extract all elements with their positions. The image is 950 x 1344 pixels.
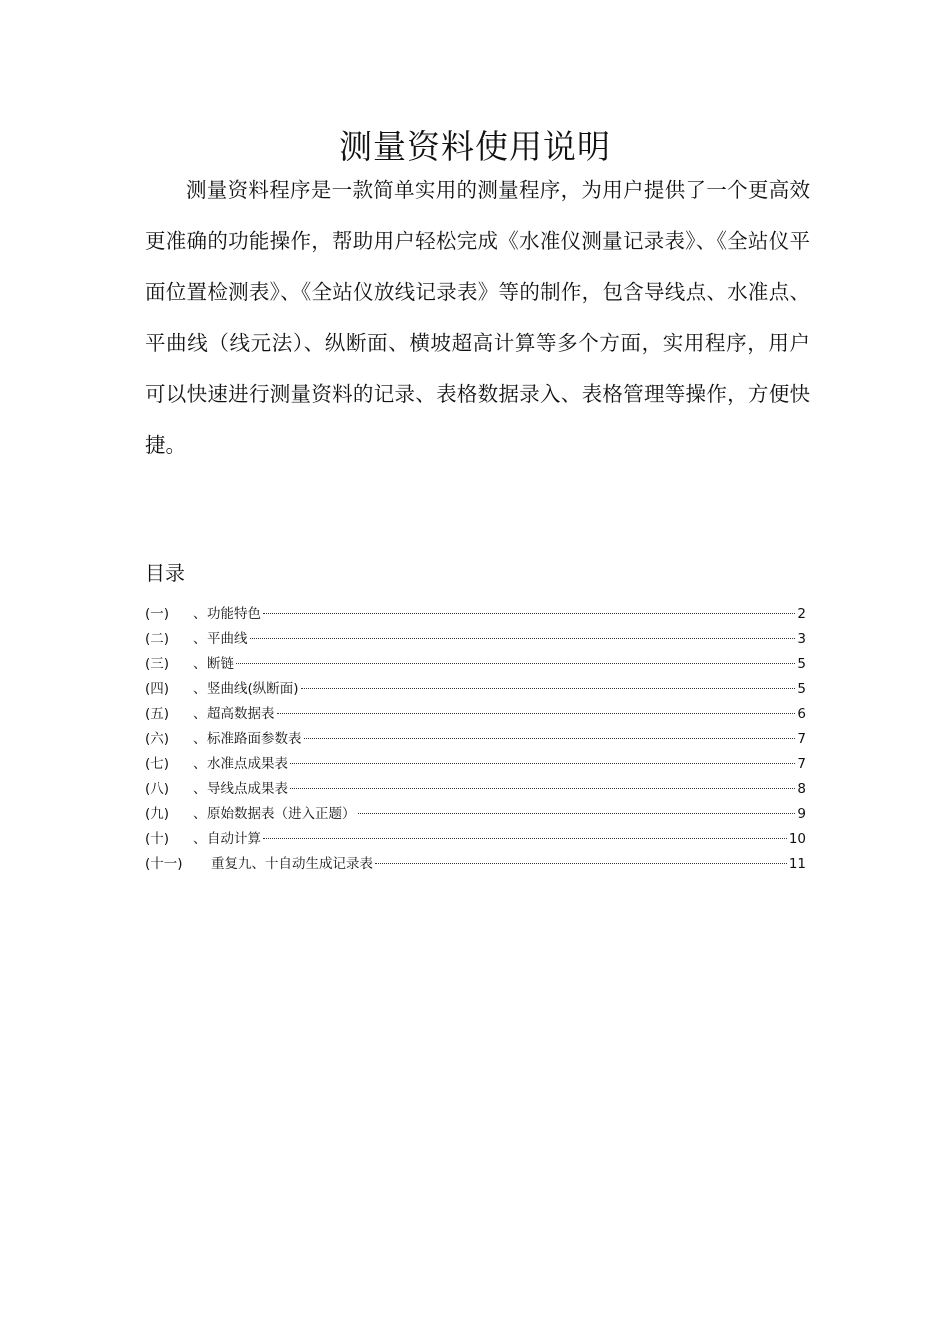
- toc-page-number: 3: [797, 631, 806, 647]
- toc-dot-leader: [304, 738, 796, 739]
- toc-entry-11[interactable]: [145, 852, 806, 877]
- toc-entry-8[interactable]: [145, 777, 806, 802]
- toc-separator: 、: [193, 631, 207, 647]
- toc-entry-2[interactable]: [145, 627, 806, 652]
- toc-dot-leader: [290, 763, 795, 764]
- toc-separator: 、: [193, 706, 207, 722]
- page-title: 测量资料使用说明: [339, 127, 611, 167]
- toc-entry-7[interactable]: [145, 752, 806, 777]
- toc-dot-leader: [358, 813, 796, 814]
- toc-label: 导线点成果表: [207, 781, 288, 797]
- toc-dot-leader: [277, 713, 796, 714]
- toc-page-number: 8: [797, 781, 806, 797]
- toc-number: (四): [145, 681, 170, 697]
- toc-number: (十一): [145, 856, 183, 872]
- toc-entry-9[interactable]: [145, 802, 806, 827]
- toc-dot-leader: [301, 688, 796, 689]
- toc-page-number: 6: [797, 706, 806, 722]
- toc-entry-4[interactable]: [145, 677, 806, 702]
- toc-separator: 、: [193, 656, 207, 672]
- toc-entry-5[interactable]: [145, 702, 806, 727]
- toc-dot-leader: [263, 613, 795, 614]
- toc-label: 竖曲线(纵断面): [207, 681, 299, 697]
- toc-page-number: 10: [788, 831, 806, 847]
- toc-separator: 、: [193, 606, 207, 622]
- toc-separator: 、: [193, 831, 207, 847]
- toc-entry-3[interactable]: [145, 652, 806, 677]
- toc-dot-leader: [250, 638, 796, 639]
- toc-page-number: 7: [797, 731, 806, 747]
- toc-label: 水准点成果表: [207, 756, 288, 772]
- toc-label: 重复九、十自动生成记录表: [211, 856, 373, 872]
- toc-page-number: 2: [797, 606, 806, 622]
- toc-dot-leader: [375, 863, 787, 864]
- toc-page-number: 9: [797, 806, 806, 822]
- toc-number: (三): [145, 656, 170, 672]
- toc-page-number: 7: [797, 756, 806, 772]
- toc-label: 原始数据表（进入正题）: [207, 806, 356, 822]
- toc-label: 功能特色: [207, 606, 261, 622]
- toc-dot-leader: [236, 663, 795, 664]
- toc-page-number: 5: [797, 681, 806, 697]
- toc-number: (七): [145, 756, 170, 772]
- toc-number: (十): [145, 831, 170, 847]
- toc-separator: 、: [193, 756, 207, 772]
- table-of-contents: [145, 602, 806, 877]
- toc-separator: 、: [193, 806, 207, 822]
- toc-number: (六): [145, 731, 170, 747]
- toc-number: (五): [145, 706, 170, 722]
- toc-label: 超高数据表: [207, 706, 275, 722]
- toc-page-number: 11: [788, 856, 806, 872]
- toc-dot-leader: [263, 838, 787, 839]
- toc-entry-10[interactable]: [145, 827, 806, 852]
- toc-dot-leader: [290, 788, 795, 789]
- toc-entry-1[interactable]: [145, 602, 806, 627]
- toc-number: (二): [145, 631, 170, 647]
- toc-label: 平曲线: [207, 631, 248, 647]
- toc-number: (一): [145, 606, 170, 622]
- toc-page-number: 5: [797, 656, 806, 672]
- toc-entry-6[interactable]: [145, 727, 806, 752]
- toc-separator: 、: [193, 781, 207, 797]
- intro-paragraph: 测量资料程序是一款简单实用的测量程序，为用户提供了一个更高效更准确的功能操作，帮助用户轻松完成《水准仪测量记录表》、《全站仪平面位置检测表》、《全站仪放线记录表》等的制作，包含导线点、水准点、平曲线（线元法）、纵断面、横坡超高计算等多个方面，实用程序，用户可以快速进行测量资料的记录、表格数据录入、表格管理等操作，方便快捷。: [145, 178, 810, 457]
- toc-label: 标准路面参数表: [207, 731, 302, 747]
- toc-heading: 目录: [145, 561, 185, 585]
- toc-label: 断链: [207, 656, 234, 672]
- toc-label: 自动计算: [207, 831, 261, 847]
- toc-number: (八): [145, 781, 170, 797]
- toc-number: (九): [145, 806, 170, 822]
- toc-separator: 、: [193, 681, 207, 697]
- toc-separator: 、: [193, 731, 207, 747]
